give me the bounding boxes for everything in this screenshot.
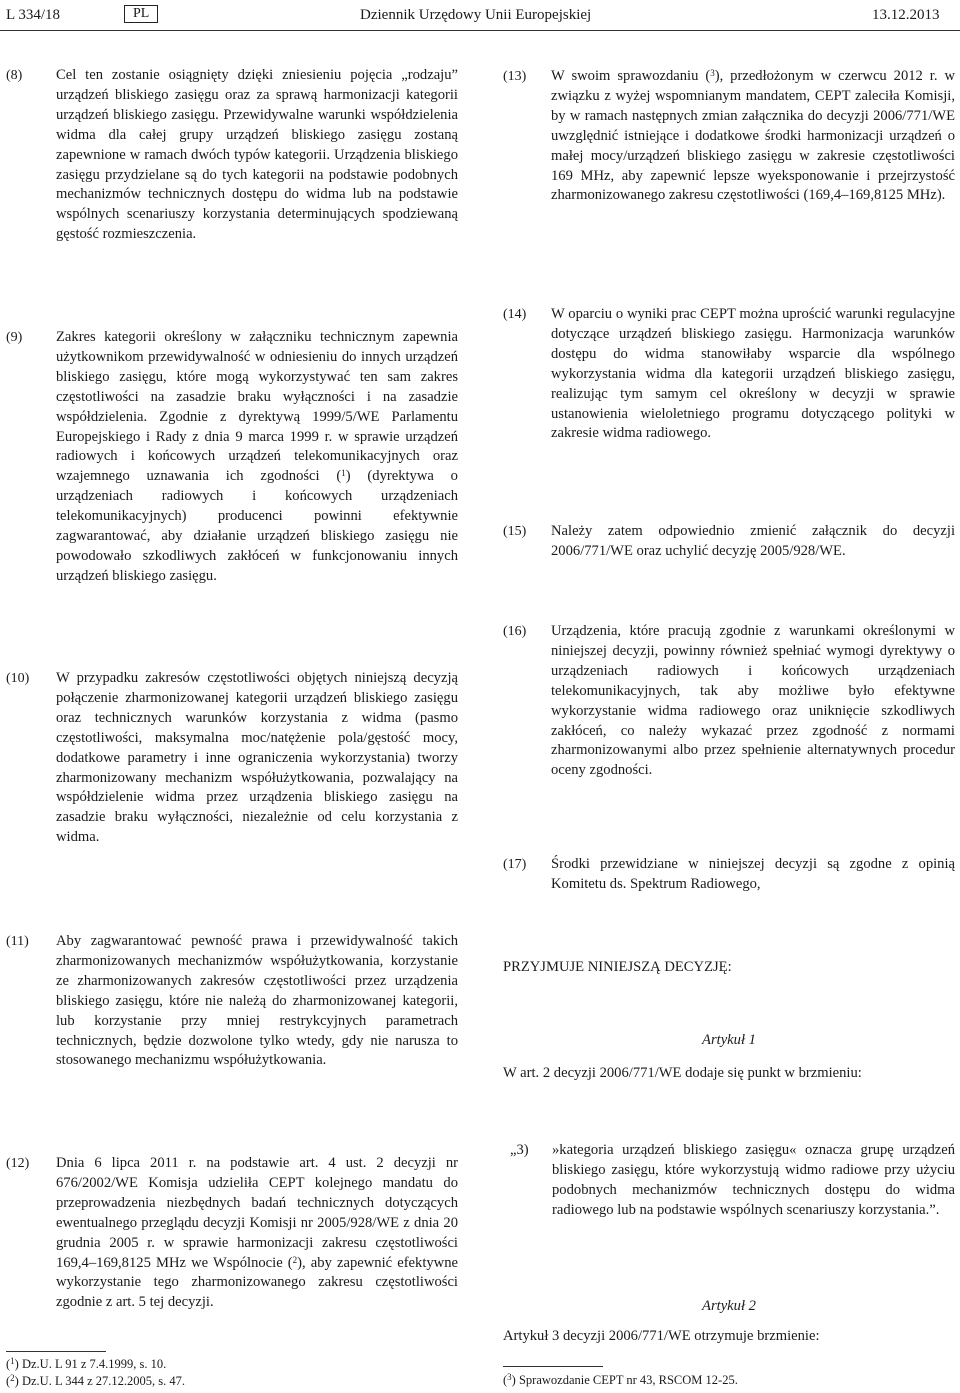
recital-number: (13) [503, 69, 527, 84]
recital-text: W przypadku zakresów częstotliwości objętych niniejszą decyzją połączenie zharmonizowanej kategorii urządzeń bliskiego zasięgu oraz technicznych warunków korzystania z widma (pasmo częstotliwości, maksymalna moc/natężenie pola/gęstość mocy, dodatkowe parametry i inne ograniczenia wykorzystania) tworzy zharmonizowany mechanizm współużytkowania, pozwalający na współdzielenie widma przez urządzenia bliskiego zasięgu na zasadzie braku wyłączności, niezależnie od celu korzystania z widma. [56, 670, 458, 846]
footnote-ref[interactable]: 2 [292, 1254, 298, 1265]
journal-title: Dziennik Urzędowy Unii Europejskiej [360, 7, 592, 23]
recital-number: (16) [503, 624, 527, 639]
recital-text: Należy zatem odpowiednio zmienić załącznik do decyzji 2006/771/WE oraz uchylić decyzję 2005/928/WE. [551, 523, 955, 559]
footnote-mark: 1 [10, 1356, 15, 1366]
footnote-2: ($^2$) Dz.U. L 344 z 27.12.2005, s. 47. [6, 1373, 186, 1388]
text-part: ), przedłożonym w czerwcu 2012 r. w związku z wyżej wspomnianym mandatem, CEPT zaleciła Komisji, by w ramach następnych zmian załącznika do decyzji 2006/771/WE uwzględnić istniejące i dodatkowe środki harmonizacji urządzeń o małej mocy/urządzeń bliskiego zasięgu w zakresie częstotliwości 169 MHz, aby zapewnić lepsze wyeksponowanie i przejrzystość zharmonizowanego zakresu częstotliwości (169,4–169,8125 MHz). [551, 68, 956, 204]
footnote-ref[interactable]: 3 [710, 68, 715, 78]
recital-text [551, 67, 955, 206]
recital-number: (15) [503, 524, 527, 539]
footnote-mark: 2 [10, 1373, 15, 1383]
recital-text: Urządzenia, które pracują zgodnie z warunkami określonymi w niniejszej decyzji, powinny również spełniać wymogi dyrektywy o urządzeniach radiowych i końcowych urządzeniach telekomunikacyjnych, tak aby możliwe było efektywne wykorzystanie widma radiowego oraz uniknięcie szkodliwych zakłóceń, co należy wykazać przez zgodność z normami zharmonizowanymi albo przez spełnienie alternatywnych procedur oceny zgodności. [551, 623, 955, 779]
text-part: Zakres kategorii określony w załączniku technicznym zapewnia użytkownikom przewidywalność w odniesieniu do innych urządzeń bliskiego zasięgu, które mogą wykorzystywać ten sam zakres częstotliwości na zasadzie braku wyłączności i na zasadzie współdzielenia. Zgodnie z dyrektywą 1999/5/WE Parlamentu Europejskiego i Rady z dnia 9 marca 1999 r. w sprawie urządzeń radiowych i końcowych urządzeń telekomunikacyjnych oraz wzajemnego uznawania ich zgodności ( [56, 329, 458, 485]
article-2-text: Artykuł 3 decyzji 2006/771/WE otrzymuje brzmienie: [503, 1328, 820, 1344]
recital-number: (8) [6, 68, 23, 83]
language-badge: PL [124, 5, 158, 23]
article-1-title: Artykuł 1 [702, 1032, 756, 1048]
footnote-text: Dz.U. L 344 z 27.12.2005, s. 47. [21, 1374, 186, 1388]
footnote-text: Sprawozdanie CEPT nr 43, RSCOM 12-25. [518, 1373, 738, 1387]
footnote-1: ($^1$) Dz.U. L 91 z 7.4.1999, s. 10. [6, 1356, 167, 1371]
page-reference: L 334/18 [6, 7, 61, 23]
text-part: Dnia 6 lipca 2011 r. na podstawie art. 4 ust. 2 decyzji nr 676/2002/WE Komisja udzieliła CEPT kolejnego mandatu do przeprowadzenia niezbędnych badań technicznych dotyczących ewentualnego przeglądu decyzji Komisji nr 2005/928/WE z dnia 20 grudnia 2005 r. w sprawie harmonizacji zakresu częstotliwości 169,4–169,8125 MHz we Wspólnocie ( [56, 1155, 458, 1271]
footnote-3: ($^3$) Sprawozdanie CEPT nr 43, RSCOM 12-25. [503, 1372, 738, 1387]
recital-number: (17) [503, 857, 527, 872]
adoption-formula: PRZYJMUJE NINIEJSZĄ DECYZJĘ: [503, 959, 732, 975]
recital-text: Cel ten zostanie osiągnięty dzięki zniesieniu pojęcia „rodzaju” urządzeń bliskiego zasięgu oraz za sprawą harmonizacji kategorii urządzeń bliskiego zasięgu. Przewidywalne warunki współdzielenia widma dla całej grupy urządzeń bliskiego zasięgu zostaną zapewnione w ramach dwóch typów kategorii. Urządzenia bliskiego zasięgu przydzielane są do tych kategorii na podstawie podobnych mechanizmów technicznych dostępu do widma lub na podstawie wspólnych scenariuszy korzystania determinujących spodziewaną gęstość rozmieszczenia. [56, 67, 458, 243]
recital-number: (9) [6, 330, 23, 345]
footnote-divider [503, 1366, 603, 1367]
recital-text: Aby zagwarantować pewność prawa i przewidywalność takich zharmonizowanych mechanizmów współużytkowania, korzystanie ze zharmonizowanych zakresów częstotliwości przez urządzenia bliskiego zasięgu, które nie należą do zharmonizowanej kategorii, lub korzystanie przy mniej restrykcyjnych parametrach technicznych, będzie dozwolone tylko wtedy, gdy nie narusza to stosowanego mechanizmu współużytkowania. [56, 933, 458, 1069]
text-part: ) (dyrektywa o urządzeniach radiowych i końcowych urządzeniach telekomunikacyjnych) producenci powinni efektywnie zagwarantować, aby działanie urządzeń bliskiego zasięgu nie powodowało szkodliwych zakłóceń w funkcjonowaniu innych urządzeń bliskiego zasięgu. [56, 468, 458, 584]
recital-number: (11) [6, 934, 29, 949]
recital-text [56, 1154, 458, 1313]
definition-text: »kategoria urządzeń bliskiego zasięgu« oznacza grupę urządzeń bliskiego zasięgu, które wykorzystują widmo radiowe przy użyciu podobnych mechanizmów technicznych dostępu do widma radiowego lub na podstawie wspólnych scenariuszy korzystania.”. [552, 1142, 955, 1218]
point-number: „3) [510, 1142, 529, 1158]
text-part: W swoim sprawozdaniu ( [551, 68, 711, 84]
recital-number: (10) [6, 671, 30, 686]
article-1-text: W art. 2 decyzji 2006/771/WE dodaje się punkt w brzmieniu: [503, 1065, 862, 1081]
recital-text: W oparciu o wyniki prac CEPT można uprościć warunki regulacyjne dotyczące urządzeń bliskiego zasięgu. Harmonizacja warunków dostępu do widma stanowiłaby wsparcie dla wspólnego wykorzystania widma dla kategorii urządzeń bliskiego zasięgu, realizując tym samym cel określony w decyzji w sprawie ustanowienia wieloletniego programu dotyczącego polityki w zakresie widma radiowego. [551, 306, 955, 442]
footnote-divider [6, 1351, 106, 1352]
footnote-mark: 3 [507, 1372, 512, 1382]
text-part: ), aby zapewnić efektywne wykorzystanie tego zharmonizowanego zakresu częstotliwości zgodnie z art. 5 tej decyzji. [56, 1254, 458, 1311]
footnote-ref[interactable]: 1 [341, 468, 346, 479]
publication-date: 13.12.2013 [872, 7, 940, 23]
recital-number: (12) [6, 1156, 30, 1171]
recital-number: (14) [503, 307, 527, 322]
recital-text [56, 328, 458, 587]
header-divider [0, 30, 960, 31]
footnote-text: Dz.U. L 91 z 7.4.1999, s. 10. [21, 1357, 167, 1371]
article-2-title: Artykuł 2 [702, 1298, 756, 1314]
recital-text: Środki przewidziane w niniejszej decyzji są zgodne z opinią Komitetu ds. Spektrum Radiowego, [551, 856, 955, 892]
